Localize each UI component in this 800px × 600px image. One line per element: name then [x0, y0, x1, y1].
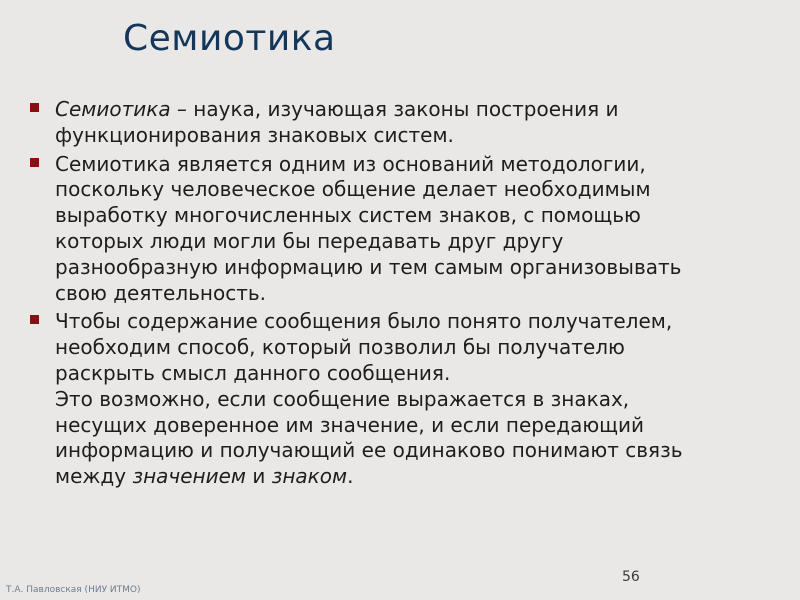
text-fragment: . — [347, 464, 354, 489]
bullet-line — [55, 464, 770, 490]
bullet-item-message — [30, 309, 770, 490]
bullet-line: разнообразную информацию и тем самым организовывать — [55, 254, 682, 279]
bullet-line: Семиотика является одним из оснований методологии, — [55, 151, 646, 176]
square-bullet-icon — [30, 158, 39, 167]
bullet-line: поскольку человеческое общение делает необходимым — [55, 177, 651, 202]
bullet-line — [55, 97, 770, 123]
text-fragment: и — [246, 464, 272, 489]
text-fragment: между — [55, 464, 133, 489]
bullet-line: выработку многочисленных систем знаков, с помощью — [55, 203, 641, 228]
square-bullet-icon — [30, 315, 39, 324]
emphasis-meaning: значением — [132, 464, 246, 489]
definition-text: – наука, изучающая законы построения и — [170, 97, 619, 121]
emphasis-sign: знаком — [271, 464, 348, 489]
footer-author: Т.А. Павловская (НИУ ИТМО) — [6, 585, 141, 595]
bullet-list — [30, 97, 770, 493]
bullet-item-definition — [30, 97, 770, 149]
slide-title: Семиотика — [123, 18, 336, 59]
bullet-line: необходим способ, который позволил бы получателю — [55, 335, 625, 360]
term-emphasis: Семиотика — [55, 97, 171, 121]
bullet-line: несущих доверенное им значение, и если передающий — [55, 412, 645, 437]
bullet-line: функционирования знаковых систем. — [55, 122, 454, 147]
bullet-line: свою деятельность. — [55, 280, 267, 305]
bullet-line: раскрыть смысл данного сообщения. — [55, 360, 451, 385]
bullet-line: Чтобы содержание сообщения было понято получателем, — [55, 309, 673, 334]
bullet-item-methodology — [30, 152, 770, 307]
page-number: 56 — [622, 569, 640, 585]
bullet-line: Это возможно, если сообщение выражается в знаках, — [55, 386, 630, 411]
square-bullet-icon — [30, 103, 39, 112]
bullet-line: которых люди могли бы передавать друг другу — [55, 228, 564, 253]
bullet-line: информацию и получающий ее одинаково понимают связь — [55, 438, 683, 463]
